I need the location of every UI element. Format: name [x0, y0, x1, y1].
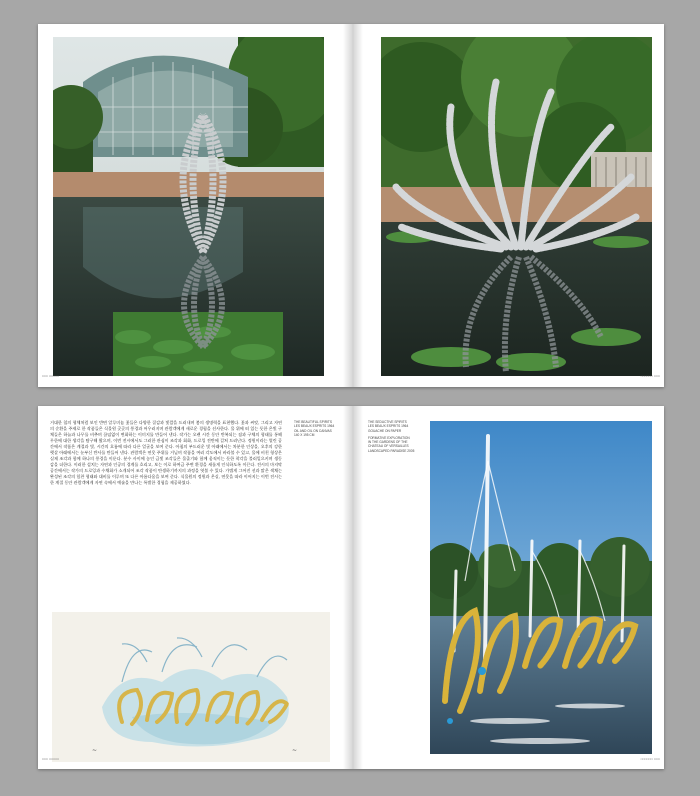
- bottom-left-folio: □□□ □□□□□: [42, 757, 60, 761]
- caption-right-line: CHATEAU OF VERSAILLES: [368, 444, 409, 449]
- fountain-image: [430, 421, 652, 754]
- bottom-spread: [38, 406, 664, 769]
- caption-left-line: LES BEAUX ESPRITS 1964: [294, 424, 335, 429]
- top-right-folio: □□□□□□ □□□: [640, 374, 660, 378]
- caption-right-line: FORMATIVE EXPLORATION: [368, 435, 410, 440]
- bottom-spread-gutter: [343, 406, 363, 769]
- caption-left-line: THE BEAUTIFUL SPIRITS: [294, 420, 332, 424]
- top-spread: [38, 24, 664, 387]
- photo-spiky-sculpture: [381, 37, 652, 376]
- caption-right-line: LANDSCAPED PARADISE 2005: [368, 448, 415, 453]
- photo-fountain-sculpture: [430, 421, 652, 754]
- article-body-text: 거대한 철의 형체처럼 보인 반면 알루미늄 꽃들은 다양한 질감과 빛깔을 드러내며 봄의 생명력을 표현했다. 꽃과 씨앗, 그리고 자연의 순환을 주제로 한 작품들은 식물원 곳곳의 풍경과 어우러지며 관람객에게 새로운 경험을 선사한다. 물 위에 떠 있는 듯한 은빛 구체들은 하늘과 나무를 비추며 끊임없이 변화하는 이미지를 만들어 낸다. 작가는 오랜 시간 동안 반복되는 점과 구체의 형태를 통해 무한에 대한 생각을 탐구해 왔으며, 이번 전시에서도 그러한 관심이 조각과 회화, 드로잉 전반에 걸쳐 드러난다. 정원이라는 열린 공간에서 작품은 계절과 빛, 시간의 흐름에 따라 다른 얼굴을 보여 준다. 아침의 부드러운 빛 아래에서는 차분한 인상을, 오후의 강한 햇살 아래에서는 눈부신 반사를 만들어 낸다. 관람객은 연못 주위를 거닐며 작품을 여러 각도에서 바라볼 수 있고, 물에 비친 형상은 실제 조각과 함께 하나의 풍경을 이룬다. 분수 사이에 놓인 금빛 조각들은 물줄기와 함께 움직이는 듯한 착각을 불러일으키며 생동감을 더한다. 이러한 설치는 자연과 인공의 경계를 흐리고, 보는 이로 하여금 주변 환경을 새롭게 인식하도록 이끈다. 전시의 마지막 공간에서는 작가의 드로잉과 수채화가 소개되어 조각 작품이 탄생하기까지의 과정을 엿볼 수 있다. 가볍게 그어진 선과 맑은 색채는 완성된 조각의 힘찬 형태와 대비를 이루며 또 다른 아름다움을 보여 준다. 식물원의 정원과 온실, 연못을 따라 이어지는 이번 전시는 한 계절 동안 관람객에게 자연 속에서 예술을 만나는 특별한 경험을 제공하였다.: [50, 420, 282, 486]
- svg-text:~: ~: [92, 747, 98, 754]
- caption-left-line: 140 X 195 CM: [294, 432, 315, 437]
- greenhouse-pond-image: [53, 37, 324, 376]
- svg-text:~: ~: [292, 747, 298, 754]
- caption-right-line: THE SEDUCTIVE SPIRITS: [368, 420, 407, 424]
- top-left-folio: □□□ □□□□□: [42, 374, 60, 378]
- caption-left-line: OIL AND OIL ON CANVAS: [294, 428, 332, 433]
- top-spread-gutter: [343, 24, 363, 387]
- caption-left: [294, 420, 342, 437]
- caption-right-line: LES BEAUX ESPRITS 1964: [368, 424, 409, 429]
- spiky-sculpture-image: [381, 37, 652, 376]
- caption-right-line: GOUACHE ON PAPER: [368, 428, 402, 433]
- caption-right-line: IN THE GARDENS OF THE: [368, 440, 408, 445]
- photo-greenhouse-sculpture: [53, 37, 324, 376]
- bottom-right-folio: □□□□□□ □□□: [640, 757, 660, 761]
- watercolor-sketch-image: [52, 612, 330, 762]
- caption-right: [368, 420, 424, 453]
- watercolor-drawing: [52, 612, 330, 762]
